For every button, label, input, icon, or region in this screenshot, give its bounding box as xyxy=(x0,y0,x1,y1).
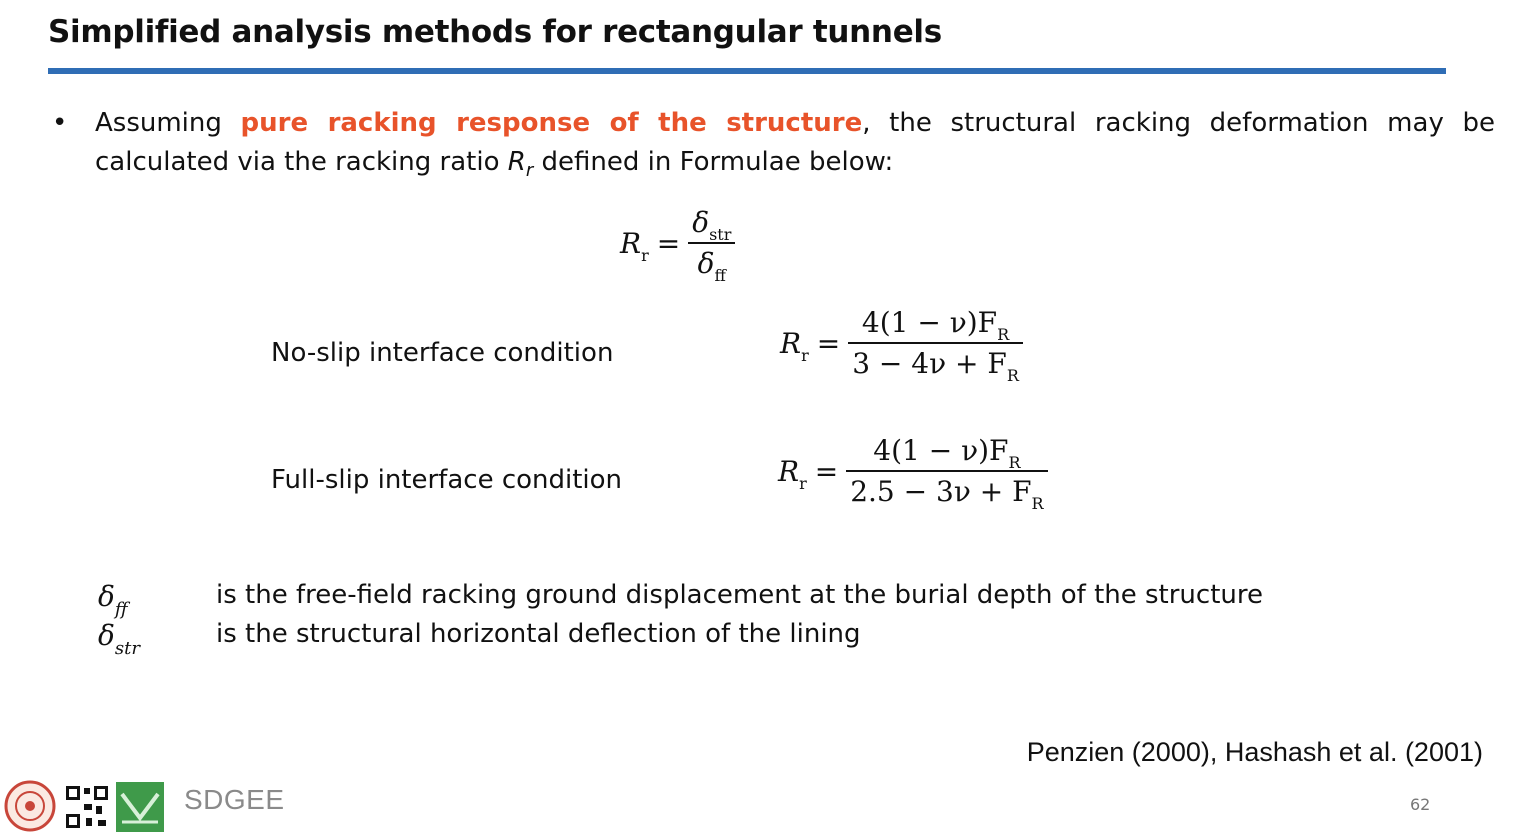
formula-main-numerator: δ xyxy=(692,206,710,239)
definition-symbol-ff: $\delta_{ff}$ xyxy=(98,580,128,620)
slide-title: Simplified analysis methods for rectangular tunnels xyxy=(48,14,942,50)
bullet-post: defined in Formulae below: xyxy=(533,147,894,177)
condition-label-full-slip: Full-slip interface condition xyxy=(271,465,623,495)
citation: Penzien (2000), Hashash et al. (2001) xyxy=(1026,737,1483,767)
formula-full-slip-denominator: 2.5 − 3ν + F xyxy=(850,475,1032,508)
institute-seal-icon xyxy=(4,778,56,834)
green-emblem-icon xyxy=(116,782,164,832)
formula-full-slip: $R_r$ = $\frac{4(1 - \nu)F_R}{2.5 - 3\nu + F_R}$ xyxy=(778,434,1048,508)
formula-no-slip-numerator: 4(1 − ν)F xyxy=(861,306,998,339)
racking-symbol-sub: r xyxy=(525,160,534,182)
formula-main-fraction: $\frac{\delta_{str}}{\delta_{ff}}$ xyxy=(688,206,735,280)
bullet-highlight: pure racking response of the structure xyxy=(240,108,863,138)
formula-no-slip: $R_r$ = $\frac{4(1 - \nu)F_R}{3 - 4\nu + F_R}$ xyxy=(780,306,1023,380)
formula-main-lhs: $R_r$ xyxy=(620,226,649,265)
formula-full-slip-numerator: 4(1 − ν)F xyxy=(873,434,1009,467)
footer-brand: SDGEE xyxy=(184,784,285,815)
formula-main xyxy=(620,206,735,285)
bullet-pre: Assuming xyxy=(95,108,241,138)
condition-label-no-slip: No-slip interface condition xyxy=(271,338,614,368)
title-underline xyxy=(48,68,1446,74)
bullet-marker: • xyxy=(52,108,68,138)
definition-text-ff: is the free-field racking ground displacement at the burial depth of the structure xyxy=(216,580,1263,610)
formula-main-eq: = xyxy=(656,226,681,260)
formula-no-slip-denominator: 3 − 4ν + F xyxy=(852,347,1007,380)
definition-text-str: is the structural horizontal deflection of the lining xyxy=(216,619,861,649)
qr-code-icon xyxy=(64,784,110,830)
page-number: 62 xyxy=(1410,795,1431,814)
racking-symbol: R xyxy=(507,147,526,177)
definition-symbol-str: $\delta_{str}$ xyxy=(98,619,140,659)
bullet-text xyxy=(95,104,1495,190)
bullet-mid: , the structural racking deformation may be calculated via the racking ratio xyxy=(95,108,1495,177)
formula-main-denominator: δ xyxy=(697,247,715,280)
